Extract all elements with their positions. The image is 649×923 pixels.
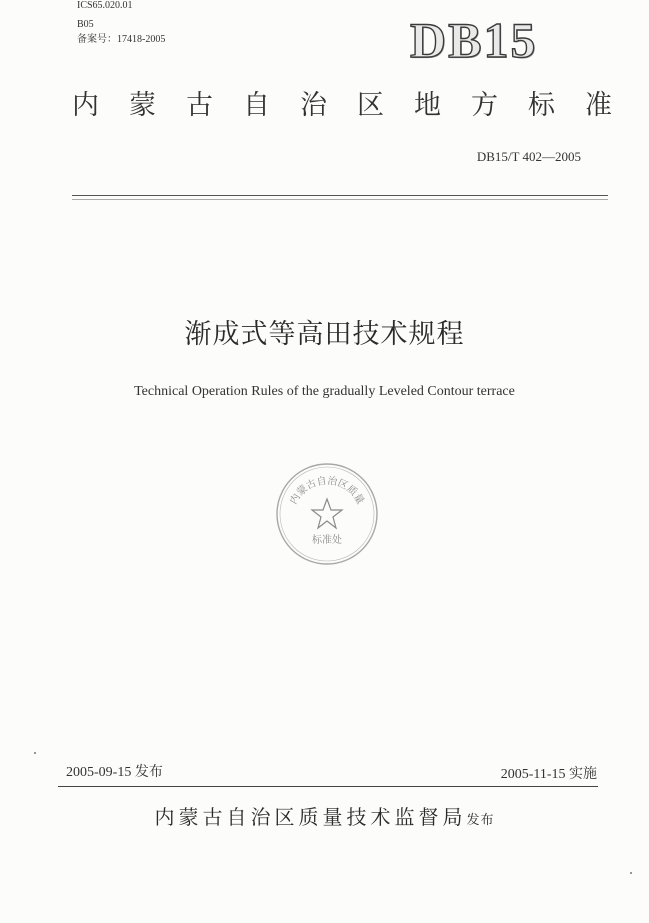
title-chinese: 渐成式等高田技术规程 [184, 319, 465, 350]
official-seal [275, 462, 379, 566]
standard-type-char: 准 [585, 90, 612, 121]
seal-top-text: 内蒙古自治区质量 [288, 475, 366, 507]
issuer-suffix: 发布 [466, 813, 495, 828]
standard-type-char: 地 [414, 90, 441, 121]
header-divider-thin [72, 199, 608, 200]
scan-speck [34, 752, 36, 754]
seal-outer-ring [277, 464, 377, 564]
standard-type-char: 自 [243, 90, 270, 121]
standard-type-char: 方 [471, 90, 498, 121]
header-divider [72, 195, 608, 196]
issuer-line [0, 802, 649, 836]
seal-star-icon [312, 499, 342, 528]
seal-bottom-text: 标准处 [312, 535, 342, 546]
standard-type-char: 区 [357, 90, 384, 121]
standard-number: DB15/T 402—2005 [476, 149, 581, 164]
standard-type-char: 古 [186, 90, 213, 121]
standard-type-char: 治 [300, 90, 327, 121]
scan-speck [630, 872, 632, 874]
implement-date: 2005-11-15 实施 [500, 767, 597, 782]
standard-type-char: 标 [528, 90, 555, 121]
issue-date: 2005-09-15 发布 [66, 765, 163, 780]
title-english: Technical Operation Rules of the gradually Leveled Contour terrace [134, 384, 515, 399]
filing-number: 备案号：17418-2005 [77, 34, 166, 45]
standard-type-char: 蒙 [129, 90, 156, 121]
ics-code: ICS65.020.01 [77, 0, 133, 11]
seal-inner-ring [280, 467, 374, 561]
standard-type-heading [72, 86, 612, 126]
db15-logo: DB15 [410, 12, 538, 68]
issuer-name: 内蒙古自治区质量技术监督局 [154, 805, 467, 829]
footer-divider [58, 786, 598, 787]
standard-type-char: 内 [72, 90, 99, 121]
ccs-code: B05 [77, 19, 94, 30]
